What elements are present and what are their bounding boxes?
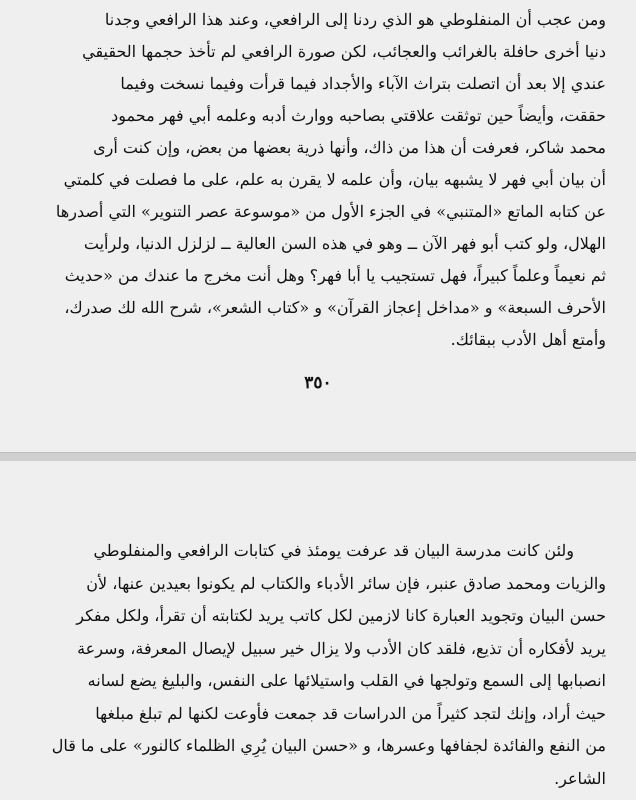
text-line: حققت، وأيضاً حين توثقت علاقتي بصاحبه ووارث أدبه وعلمه أبي فهر محمود [111,106,606,125]
page-number: ٣٥٠ [304,373,332,393]
page-separator [0,453,636,461]
text-line: محمد شاكر، فعرفت أن هذا من ذاك، وأنها ذرية بعضها من بعض، وإن كنت أرى [93,138,606,157]
text-line: وأمتع أهل الأدب ببقائك. [450,330,606,349]
text-line: ولئن كانت مدرسة البيان قد عرفت يومئذ في كتابات الرافعي والمنفلوطي [93,541,574,560]
text-line: والزيات ومحمد صادق عنبر، فإن سائر الأدباء والكتاب لم يكونوا بعيدين عنها، لأن [86,573,606,593]
text-line: من النفع والفائدة لجفافها وعسرها، و «حسن البيان يُرِي الظلماء كالنور» على ما قال [51,736,606,755]
text-line: دنيا أخرى حافلة بالغرائب والعجائب، لكن صورة الرافعي لم تأخذ حجمها الحقيقي [82,42,606,61]
text-line: أن بيان أبي فهر لا يشبهه بيان، وأن علمه لا يقرن به علم، على ما فصلت في كلمتي [63,170,606,189]
text-line: الأحرف السبعة» و «مداخل إعجاز القرآن» و «كتاب الشعر»، شرح الله لك صدرك، [64,298,606,317]
text-line: حيث أراد، وإنك لتجد كثيراً من الدراسات قد جمعت فأوعت لكنها لم تبلغ مبلغها [95,703,606,723]
text-line: انصبابها إلى السمع وتولجها في القلب واستيلائها على النفس، والبليغ يضع لسانه [87,671,606,690]
text-line: عندي إلا بعد أن اتصلت بتراث الآباء والأجداد فيما قرأت وفيما نسخت وفيما [120,74,606,93]
text-line: عن كتابه الماتع «المتنبي» في الجزء الأول من «موسوعة عصر التنوير» التي أصدرها [55,202,606,221]
top-page-paragraph [28,4,606,356]
text-line: ثم نعيماً وعلماً كبيراً، فهل تستجيب يا أبا فهر؟ وهل أنت مخرج ما عندك من «حديث [64,266,606,285]
text-line: الهلال، ولو كتب أبو فهر الآن ــ وهو في هذه السن العالية ــ لزلزل الدنيا، ولرأيت [83,234,606,253]
text-line: حسن البيان وتجويد العبارة كانا لازمين لكل كاتب يريد لكتابته أن تقرأ، ولكل مفكر [76,606,606,625]
bottom-page-paragraph [28,535,606,795]
text-line: يريد لأفكاره أن تذيع، فلقد كان الأدب ولا يزال خير سبيل لإيصال المعرفة، وسرعة [77,638,606,658]
text-line: الشاعر. [554,768,606,788]
text-line: ومن عجب أن المنفلوطي هو الذي ردنا إلى الرافعي، وعند هذا الرافعي وجدنا [104,10,606,29]
